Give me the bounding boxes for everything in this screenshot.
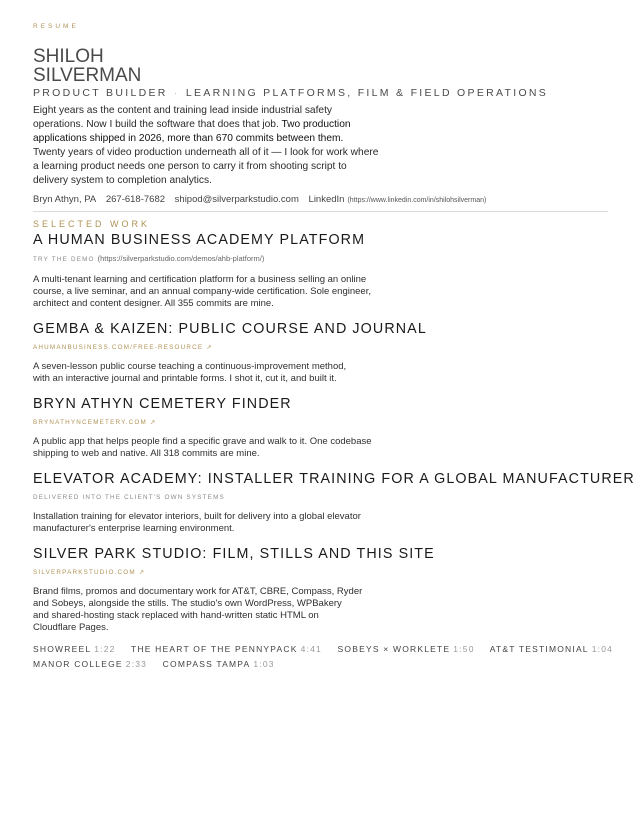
video-item[interactable] xyxy=(490,644,613,654)
project-demo-link[interactable] xyxy=(33,254,608,264)
tagline-separator: · xyxy=(173,87,180,99)
video-duration: 1:50 xyxy=(453,644,475,654)
contact-location: Bryn Athyn, PA xyxy=(33,194,97,205)
video-item[interactable] xyxy=(33,644,116,654)
desc-line: Cloudflare Pages. xyxy=(33,622,109,633)
contact-row xyxy=(33,193,608,208)
contact-phone[interactable]: 267-618-7682 xyxy=(105,194,166,205)
summary-line: Eight years as the content and training lead inside industrial safety xyxy=(33,105,333,116)
resume-eyebrow: RESUME xyxy=(33,23,79,30)
name-first: SHILOH xyxy=(33,46,104,67)
desc-line: and Sobeys, alongside the stills. The studio's own WordPress, WPBakery xyxy=(33,598,342,609)
project-delivery-note: DELIVERED INTO THE CLIENT'S OWN SYSTEMS xyxy=(33,494,225,501)
project-title: SILVER PARK STUDIO: FILM, STILLS AND THIS SITE xyxy=(33,546,435,562)
desc-line: Brand films, promos and documentary work for AT&T, CBRE, Compass, Ryder xyxy=(33,586,363,597)
project-site-link[interactable]: BRYNATHYNCEMETERY.COM ↗ xyxy=(33,419,157,426)
summary-highlight: Two production xyxy=(281,119,351,130)
project-title: A HUMAN BUSINESS ACADEMY PLATFORM xyxy=(33,232,366,248)
video-title: MANOR COLLEGE xyxy=(33,659,123,669)
contact-linkedin-link[interactable] xyxy=(309,194,487,205)
desc-line: course, a live seminar, and an annual company-wide certification. Sole engineer, xyxy=(33,286,371,297)
video-row xyxy=(33,642,614,657)
video-duration: 1:03 xyxy=(253,659,275,669)
project-ahb-platform xyxy=(33,231,608,310)
video-title: SHOWREEL xyxy=(33,644,92,654)
video-title: AT&T TESTIMONIAL xyxy=(489,644,589,654)
video-title: COMPASS TAMPA xyxy=(162,659,251,669)
tagline-focus: LEARNING PLATFORMS, FILM & FIELD OPERATIONS xyxy=(185,87,549,99)
divider xyxy=(33,211,608,212)
project-site-link[interactable]: AHUMANBUSINESS.COM/FREE-RESOURCE ↗ xyxy=(33,344,213,351)
project-silver-park-studio xyxy=(33,545,608,634)
video-duration: 1:22 xyxy=(94,644,116,654)
project-description xyxy=(33,436,608,460)
section-title-selected-work: SELECTED WORK xyxy=(33,219,151,229)
desc-line: shipping to web and native. All 318 commits are mine. xyxy=(33,448,260,459)
project-site-link[interactable]: SILVERPARKSTUDIO.COM ↗ xyxy=(33,569,146,576)
summary-line: applications shipped in 2026, more than 670 commits between them. xyxy=(33,133,344,144)
desc-line: architect and content designer. All 355 commits are mine. xyxy=(33,298,274,309)
video-item[interactable] xyxy=(338,644,475,654)
summary-line-text: operations. Now I build the software that does that job. xyxy=(33,119,282,130)
video-item[interactable] xyxy=(163,659,275,669)
desc-line: manufacturer's enterprise learning environment. xyxy=(33,523,235,534)
link-url: (https://silverparkstudio.com/demos/ahb-platform/) xyxy=(97,254,265,263)
video-title: SOBEYS × WORKLETE xyxy=(337,644,451,654)
project-description xyxy=(33,586,608,634)
desc-line: A seven-lesson public course teaching a continuous-improvement method, xyxy=(33,361,347,372)
summary xyxy=(33,104,393,188)
resume-content xyxy=(33,22,635,672)
desc-line: Installation training for elevator interiors, built for delivery into a global elevator xyxy=(33,511,361,522)
contact-email[interactable]: shipod@silverparkstudio.com xyxy=(174,194,299,205)
person-name xyxy=(33,47,608,85)
desc-line: A public app that helps people find a specific grave and walk to it. One codebase xyxy=(33,436,372,447)
summary-line: Twenty years of video production underneath all of it — I look for work where xyxy=(33,147,379,158)
summary-line: delivery system to completion analytics. xyxy=(33,175,212,186)
summary-line: a learning product needs one person to carry it from shooting script to xyxy=(33,161,347,172)
project-description xyxy=(33,361,608,385)
project-description xyxy=(33,511,608,535)
project-title: BRYN ATHYN CEMETERY FINDER xyxy=(33,396,292,412)
project-cemetery-finder xyxy=(33,395,608,460)
linkedin-url: (https://www.linkedin.com/in/shilohsilverman) xyxy=(347,197,487,204)
desc-line: A multi-tenant learning and certification platform for a business selling an online xyxy=(33,274,367,285)
linkedin-label: LinkedIn xyxy=(308,194,345,205)
project-gemba-kaizen xyxy=(33,320,608,385)
tagline xyxy=(33,86,608,100)
video-duration: 4:41 xyxy=(300,644,322,654)
link-label: TRY THE DEMO xyxy=(33,256,95,263)
project-description xyxy=(33,274,608,310)
video-item[interactable] xyxy=(131,644,322,654)
name-last: SILVERMAN xyxy=(33,65,142,86)
video-duration: 2:33 xyxy=(125,659,148,669)
video-duration: 1:04 xyxy=(591,644,614,654)
project-title: GEMBA & KAIZEN: PUBLIC COURSE AND JOURNAL xyxy=(33,321,427,337)
project-title: ELEVATOR ACADEMY: INSTALLER TRAINING FOR A GLOBAL MANUFACTURER xyxy=(33,471,635,487)
video-item[interactable] xyxy=(33,659,147,669)
tagline-role: PRODUCT BUILDER xyxy=(33,87,168,99)
summary-line xyxy=(33,118,393,132)
video-row xyxy=(33,657,608,672)
project-elevator-academy xyxy=(33,470,635,535)
video-list xyxy=(33,642,614,672)
video-title: THE HEART OF THE PENNYPACK xyxy=(131,644,298,654)
desc-line: with an interactive journal and printable forms. I shot it, cut it, and built it. xyxy=(33,373,337,384)
desc-line: and shared-hosting stack replaced with hand-written static HTML on xyxy=(33,610,319,621)
